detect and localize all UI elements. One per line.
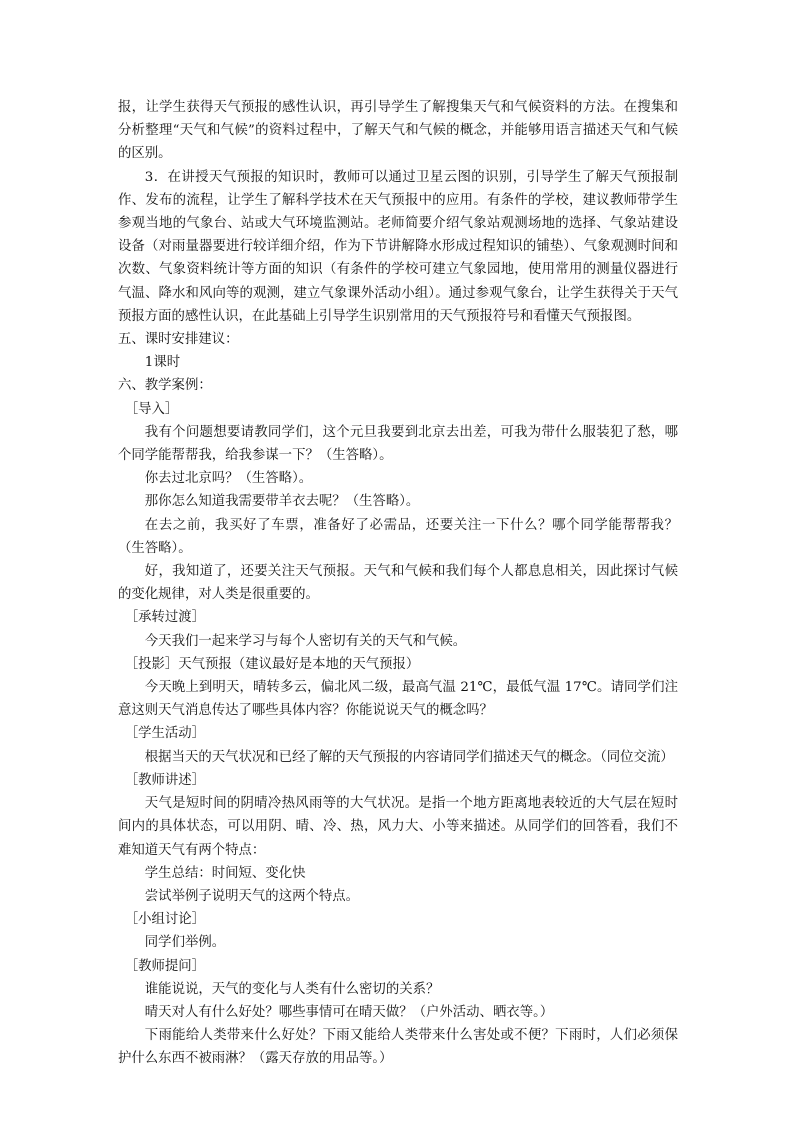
paragraph-25: 晴天对人有什么好处？哪些事情可在晴天做？（户外活动、晒衣等。）	[144, 1004, 554, 1020]
label-projection: ［投影］天气预报（建议最好是本地的天气预报）	[124, 656, 420, 672]
paragraph-18: 天气是短时间的阴晴冷热风雨等的大气状况。是指一个地方距离地表较近的大气层在短时间内的具体状态，可以用阴、晴、冷、热，风力大、小等来描述。从同学们的回答看，我们不难知道天气有两个特点：	[118, 796, 678, 858]
paragraph-6: 我有个问题想要请教同学们，这个元旦我要到北京去出差，可我为带什么服装犯了愁，哪个同学能帮帮我，给我参谋一下？（生答略）。	[118, 424, 678, 464]
paragraph-16: 根据当天的天气状况和已经了解的天气预报的内容请同学们描述天气的概念。（同位交流）	[144, 749, 674, 765]
document-page	[118, 96, 678, 1071]
label-transition: ［承转过渡］	[124, 610, 206, 626]
label-intro: ［导入］	[124, 401, 179, 417]
paragraph-8: 那你怎么知道我需要带羊衣去呢？（生答略）。	[144, 494, 420, 510]
paragraph-3: 1课时	[144, 355, 181, 371]
paragraph-26: 下雨能给人类带来什么好处？下雨又能给人类带来什么害处或不便？下雨时，人们必须保护什么东西不被雨淋？（露天存放的用品等。）	[118, 1028, 678, 1067]
paragraph-10: 好，我知道了，还要关注天气预报。天气和气候和我们每个人都息息相关，因此探讨气候的变化规律，对人类是很重要的。	[118, 564, 678, 603]
label-group-discussion: ［小组讨论］	[124, 912, 206, 928]
label-teacher-lecture: ［教师讲述］	[124, 772, 206, 788]
paragraph-0: 报，让学生获得天气预报的感性认识，再引导学生了解搜集天气和气候资料的方法。在搜集和分析整理“天气和气候”的资料过程中，了解天气和气候的概念，并能够用语言描述天气和气候的区别。	[118, 100, 678, 162]
paragraph-9: 在去之前，我买好了车票，准备好了必需品，还要关注一下什么？哪个同学能帮帮我？（生答略）。	[118, 517, 678, 556]
paragraph-14: 今天晚上到明天，晴转多云，偏北风二级，最高气温 21℃，最低气温 17℃。请同学们注意这则天气消息传达了哪些具体内容？你能说说天气的概念吗？	[118, 680, 678, 719]
paragraph-20: 尝试举例子说明天气的这两个特点。	[144, 888, 360, 904]
section-heading-6: 六、教学案例：	[118, 378, 212, 394]
paragraph-1: 3．在讲授天气预报的知识时，教师可以通过卫星云图的识别，引导学生了解天气预报制作、发布的流程，让学生了解科学技术在天气预报中的应用。有条件的学校，建议教师带学生参观当地的气象台、站或大气环境监测站。老师简要介绍气象站观测场地的选择、气象站建设设备（对雨量器要进行较详细介绍，作为下节讲解降水形成过程知识的铺垫）、气象观测时间和次数、气象资料统计等方面的知识（有条件的学校可建立气象园地，使用常用的测量仪器进行气温、降水和风向等的观测，建立气象课外活动小组）。通过参观气象台，让学生获得关于天气预报方面的感性认识，在此基础上引导学生识别常用的天气预报符号和看懂天气预报图。	[118, 169, 678, 324]
label-teacher-question: ［教师提问］	[124, 958, 206, 974]
paragraph-12: 今天我们一起来学习与每个人密切有关的天气和气候。	[144, 633, 467, 649]
label-student-activity: ［学生活动］	[124, 726, 206, 742]
section-heading-5: 五、课时安排建议：	[118, 332, 239, 348]
paragraph-7: 你去过北京吗？（生答略）。	[144, 471, 313, 487]
paragraph-19: 学生总结：时间短、变化快	[144, 865, 306, 881]
paragraph-24: 谁能说说，天气的变化与人类有什么密切的关系？	[144, 981, 440, 997]
paragraph-22: 同学们举例。	[144, 935, 226, 951]
